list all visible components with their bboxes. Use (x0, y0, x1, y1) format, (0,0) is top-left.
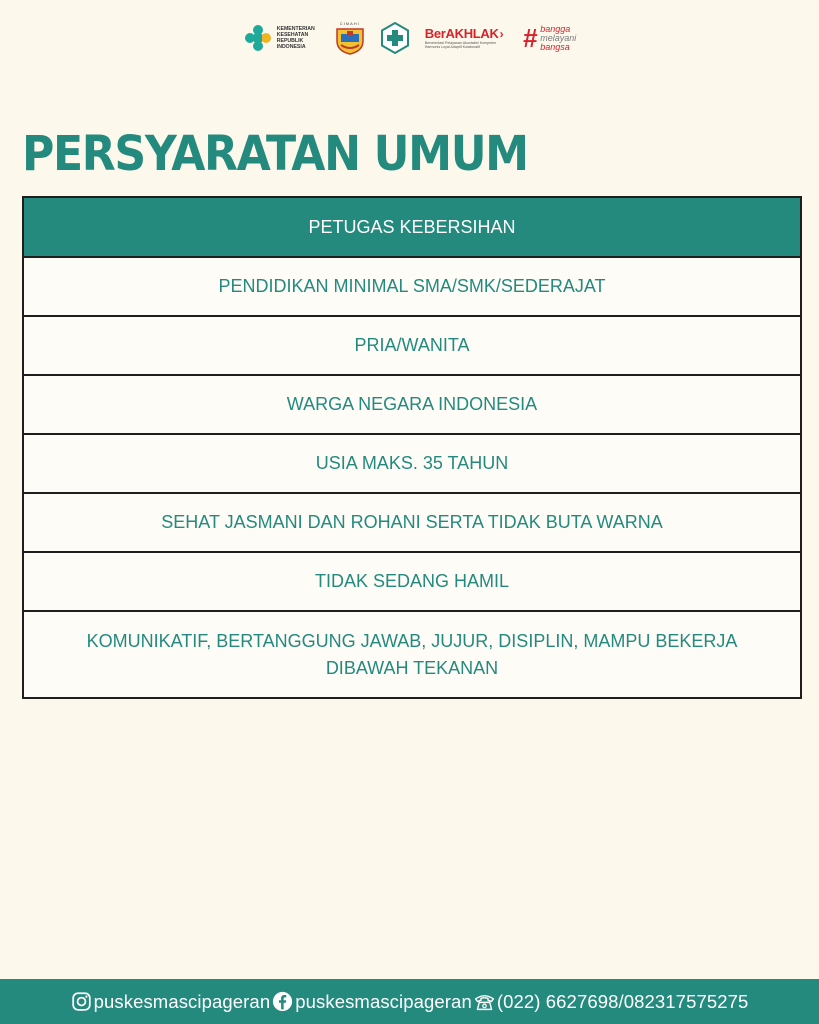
instagram-contact[interactable] (71, 991, 271, 1013)
phone-icon (474, 991, 495, 1012)
kemenkes-logo-icon (243, 23, 273, 53)
facebook-handle: puskesmascipageran (295, 990, 472, 1012)
table-row: TIDAK SEDANG HAMIL (24, 553, 800, 612)
logo-strip (0, 16, 819, 60)
chevron-icon: › (499, 26, 504, 41)
cimahi-logo (335, 21, 365, 55)
table-row: KOMUNIKATIF, BERTANGGUNG JAWAB, JUJUR, DISIPLIN, MAMPU BEKERJA DIBAWAH TEKANAN (24, 612, 800, 699)
berakhlak-logo-text (425, 27, 504, 41)
table-row: PRIA/WANITA (24, 317, 800, 376)
requirements-table (22, 196, 802, 699)
instagram-handle: puskesmascipageran (93, 990, 271, 1012)
table-row: SEHAT JASMANI DAN ROHANI SERTA TIDAK BUTA WARNA (24, 494, 800, 553)
page-title: PERSYARATAN UMUM (22, 126, 528, 182)
table-row: PENDIDIKAN MINIMAL SMA/SMK/SEDERAJAT (24, 258, 800, 317)
facebook-contact[interactable] (272, 991, 472, 1013)
bangga-line-2: melayani (540, 32, 577, 43)
facebook-icon (272, 991, 293, 1012)
cimahi-logo-text: CIMAHI (339, 21, 360, 26)
puskesmas-cross-icon (379, 22, 411, 54)
table-row: WARGA NEGARA INDONESIA (24, 376, 800, 435)
cimahi-crest-icon (335, 27, 365, 55)
bangga-line-1: bangga (540, 23, 571, 34)
berakhlak-tagline: Berorientasi Pelayanan Akuntabel Kompeten Harmonis Loyal Adaptif Kolaboratif (424, 40, 497, 49)
table-header: PETUGAS KEBERSIHAN (24, 198, 800, 258)
berakhlak-logo (425, 27, 509, 50)
kemenkes-logo (243, 23, 321, 53)
hashtag-icon: # (522, 23, 538, 53)
phone-number: (022) 6627698/082317575275 (496, 990, 749, 1012)
kemenkes-logo-text: KEMENTERIAN KESEHATAN REPUBLIK INDONESIA (276, 26, 315, 50)
phone-contact[interactable] (474, 991, 749, 1013)
contact-footer (0, 979, 819, 1024)
puskesmas-logo (379, 22, 411, 54)
bangga-melayani-text (540, 25, 576, 52)
table-row: USIA MAKS. 35 TAHUN (24, 435, 800, 494)
bangga-line-3: bangsa (540, 41, 570, 52)
bangga-melayani-logo (523, 25, 577, 52)
instagram-icon (71, 991, 92, 1012)
berakhlak-wordmark: BerAKHLAK (424, 25, 499, 41)
